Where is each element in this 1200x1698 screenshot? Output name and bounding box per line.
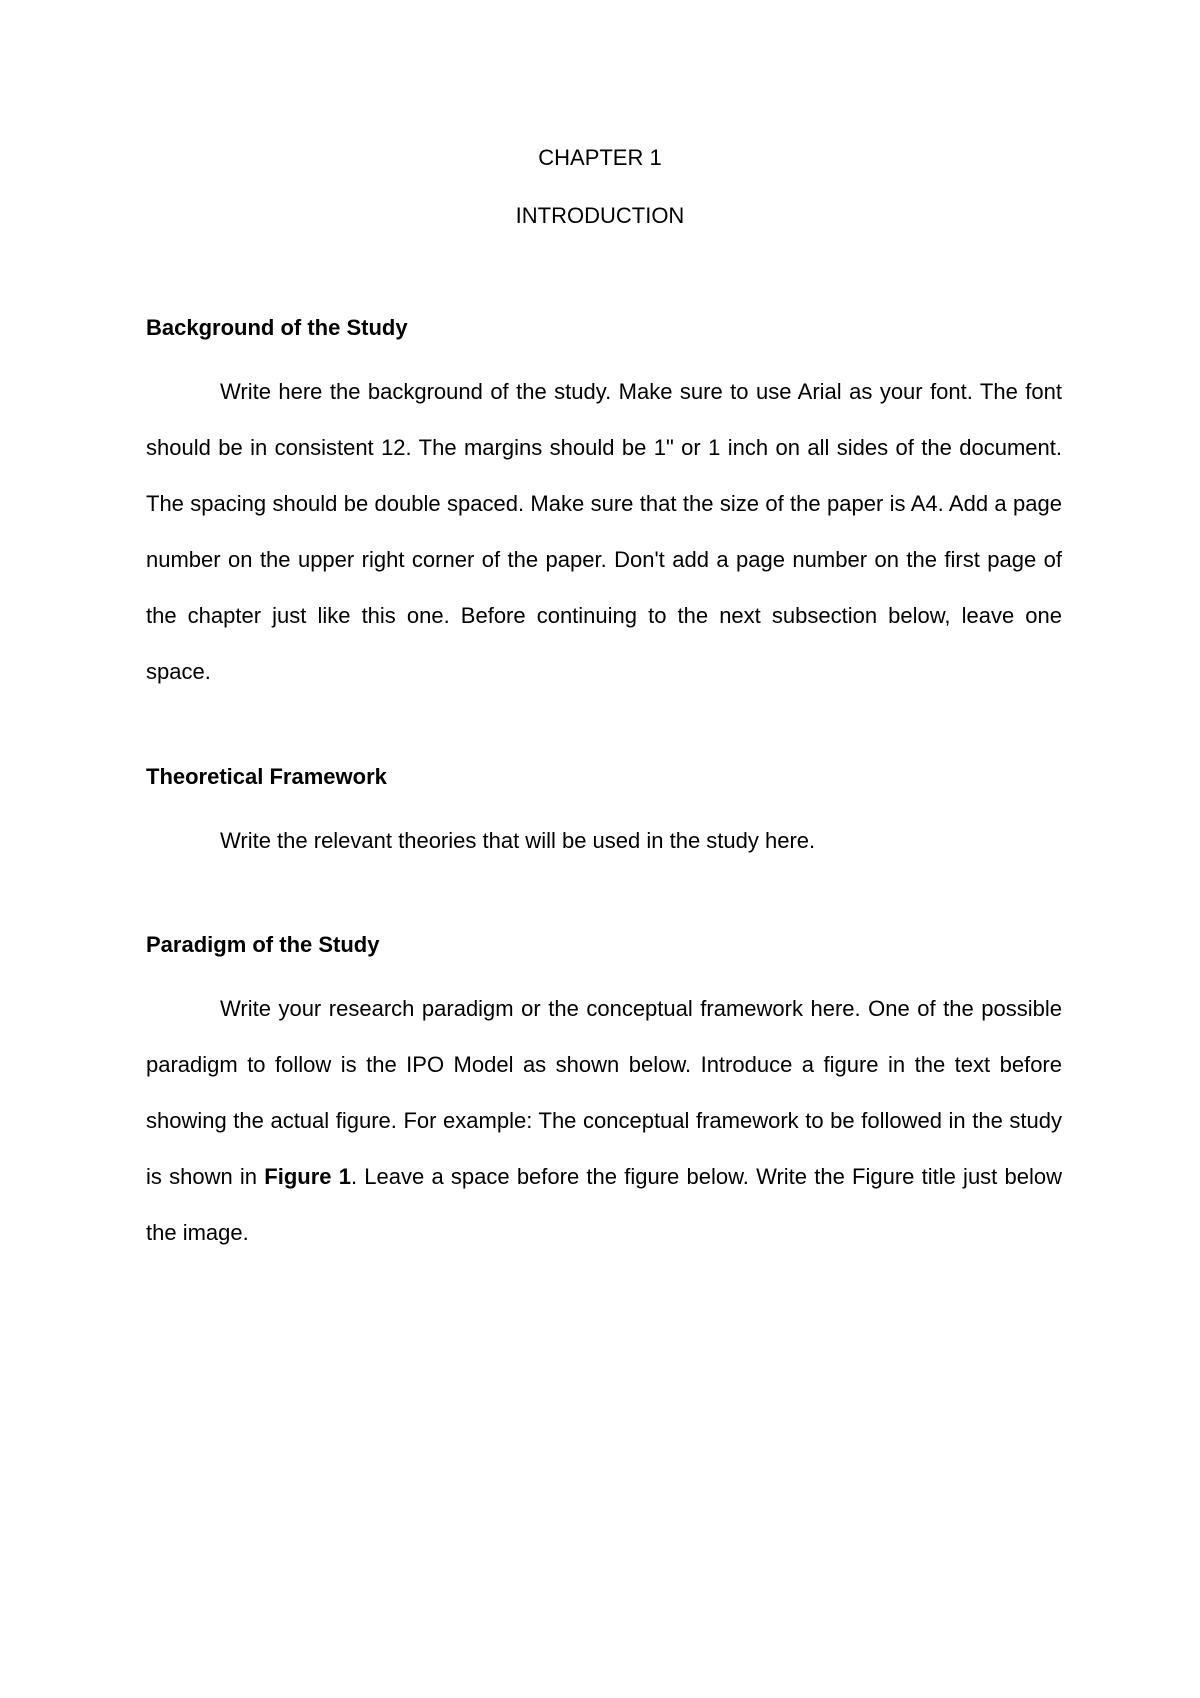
section-heading-theoretical-framework: Theoretical Framework	[146, 764, 387, 789]
chapter-title: INTRODUCTION	[515, 203, 685, 228]
paragraph-paradigm-text-after: . Leave a space before the figure below. Write the Figure title just below the image.	[146, 1164, 1062, 1245]
figure-reference: Figure 1	[264, 1164, 351, 1189]
paragraph-paradigm	[146, 981, 1062, 1261]
paragraph-paradigm-text-before: Write your research paradigm or the conceptual framework here. One of the possible paradigm to follow is the IPO Model as shown below. Introduce a figure in the text before showing the actual figure. For example: The conceptual framework to be followed in the study is shown in	[146, 996, 1062, 1189]
paragraph-background: Write here the background of the study. Make sure to use Arial as your font. The font should be in consistent 12. The margins should be 1" or 1 inch on all sides of the document. The spacing should be double spaced. Make sure that the size of the paper is A4. Add a page number on the upper right corner of the paper. Don't add a page number on the first page of the chapter just like this one. Before continuing to the next subsection below, leave one space.	[146, 379, 1062, 684]
paragraph-theoretical-framework: Write the relevant theories that will be used in the study here.	[220, 828, 816, 853]
section-heading-paradigm: Paradigm of the Study	[146, 932, 380, 957]
section-background	[146, 316, 1062, 700]
section-theoretical-framework	[146, 765, 1062, 869]
chapter-label: CHAPTER 1	[538, 145, 662, 170]
section-heading-background: Background of the Study	[146, 315, 408, 340]
section-paradigm	[146, 933, 1062, 1261]
